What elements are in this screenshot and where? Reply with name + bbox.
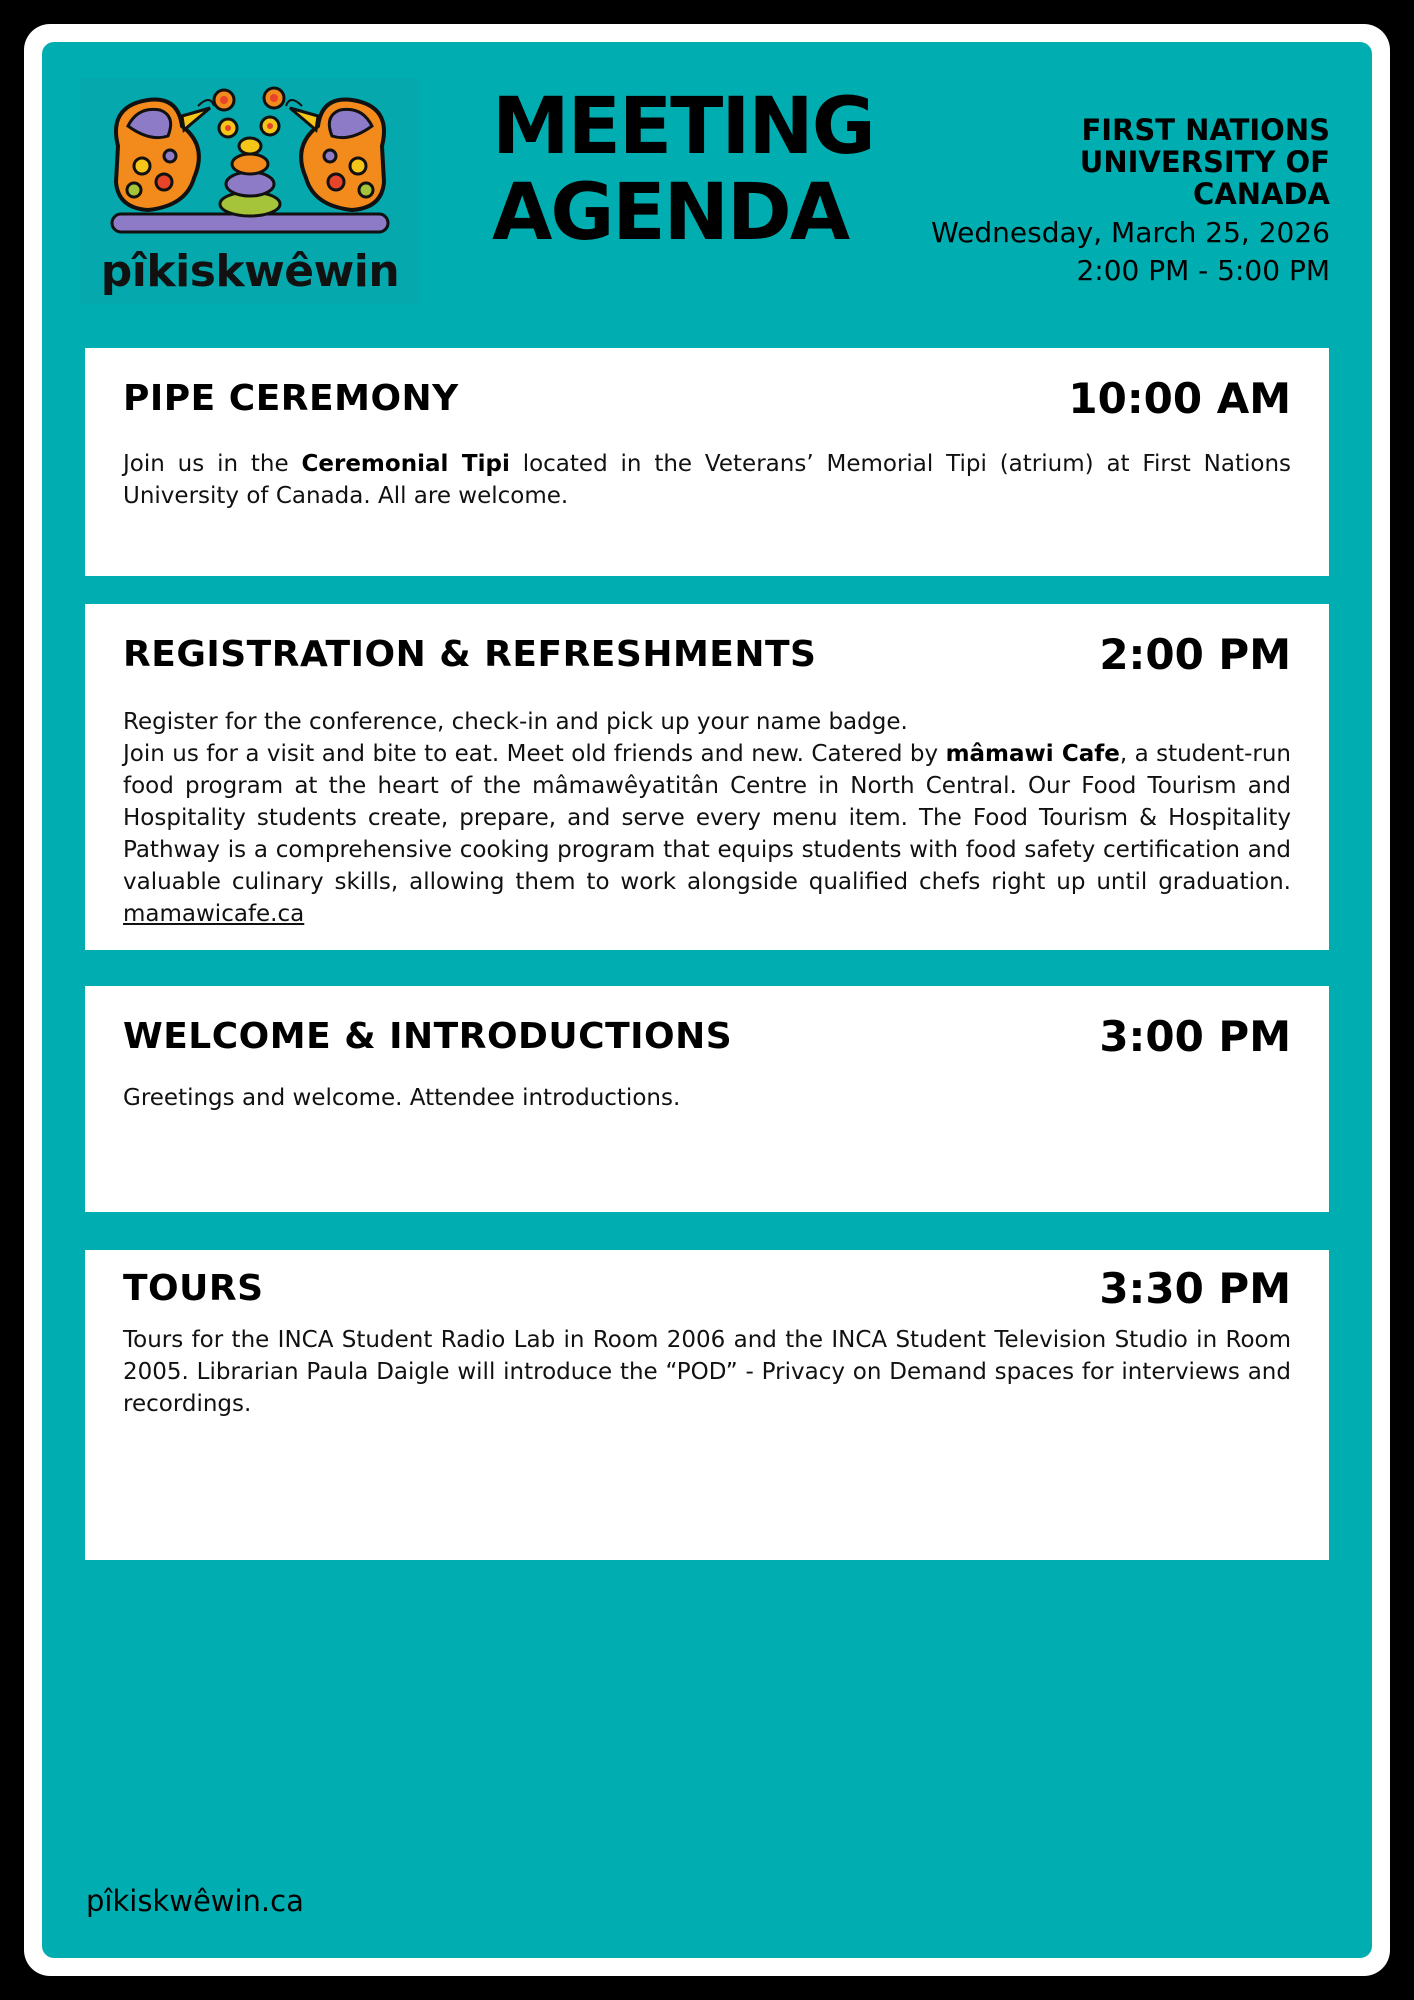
description-text: located in the Veterans’ Memorial Tipi (atrium) at First Nations University of Canada. All are welcome.	[123, 451, 1292, 509]
agenda-item-title: REGISTRATION & REFRESHMENTS	[123, 634, 817, 675]
title-line-1: MEETING	[492, 82, 874, 172]
footer-url[interactable]: pîkiskwêwin.ca	[86, 1884, 304, 1918]
agenda-item-title: TOURS	[123, 1268, 264, 1309]
logo	[80, 78, 420, 304]
agenda-item-description: Greetings and welcome. Attendee introductions.	[123, 1085, 681, 1111]
agenda-item-title: WELCOME & INTRODUCTIONS	[123, 1016, 733, 1057]
description-text: Register for the conference, check-in and pick up your name badge.	[123, 709, 908, 735]
description-text: Join us for a visit and bite to eat. Meet old friends and new. Catered by	[123, 741, 946, 767]
meeting-time: 2:00 PM - 5:00 PM	[1076, 254, 1330, 287]
description-text: , a student-run food program at the heart of the mâmawêyatitân Centre in North Central. Our Food Tourism and Hospitality students create, prepare, and serve every menu item. The Food Tourism & Hospitality Pathway is a comprehensive cooking program that equips students with food safety certification and valuable culinary skills, allowing them to work alongside qualified chefs right up until graduation.	[123, 741, 1291, 895]
agenda-item-time: 2:00 PM	[1099, 630, 1291, 679]
agenda-item-title: PIPE CEREMONY	[123, 378, 459, 419]
agenda-item-time: 10:00 AM	[1068, 374, 1291, 423]
org-line-2: UNIVERSITY OF	[1079, 145, 1330, 179]
org-line-3: CANADA	[1193, 177, 1330, 211]
agenda-item-description	[123, 706, 1291, 930]
logo-artwork-icon	[98, 86, 402, 246]
agenda-item-welcome	[85, 986, 1329, 1212]
org-line-1: FIRST NATIONS	[1081, 113, 1330, 147]
description-bold: mâmawi Cafe	[945, 741, 1120, 767]
agenda-item-description	[123, 448, 1291, 512]
agenda-item-tours	[85, 1250, 1329, 1560]
description-text: Join us in the	[123, 451, 302, 477]
organization-name	[970, 114, 1330, 210]
page-title	[492, 84, 892, 256]
agenda-item-time: 3:30 PM	[1099, 1264, 1291, 1313]
agenda-item-description: Tours for the INCA Student Radio Lab in Room 2006 and the INCA Student Television Studio in Room 2005. Librarian Paula Daigle will introduce the “POD” - Privacy on Demand spaces for interviews and recordings.	[123, 1327, 1291, 1417]
description-bold: Ceremonial Tipi	[301, 451, 510, 477]
title-line-2: AGENDA	[492, 168, 849, 258]
agenda-item-time: 3:00 PM	[1099, 1012, 1291, 1061]
mamawi-cafe-link[interactable]: mamawicafe.ca	[123, 901, 305, 927]
meeting-date: Wednesday, March 25, 2026	[931, 216, 1330, 249]
logo-wordmark: pîkiskwêwin	[100, 246, 400, 297]
agenda-item-pipe-ceremony	[85, 348, 1329, 576]
agenda-item-registration	[85, 604, 1329, 950]
